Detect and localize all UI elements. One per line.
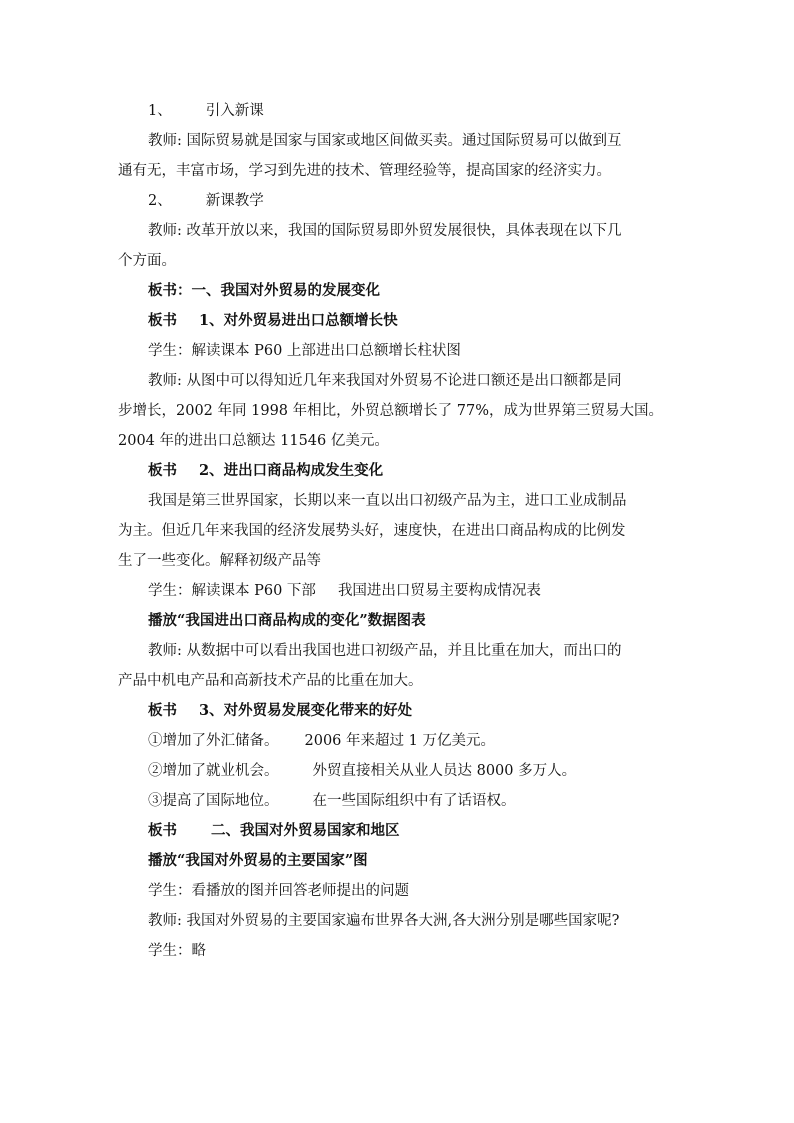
section-number: 1、 (148, 103, 172, 119)
board-label: 板书 (148, 312, 177, 329)
line-part: 学生：解读课本 P60 下部 (148, 583, 316, 599)
board-text: 3、对外贸易发展变化带来的好处 (199, 702, 413, 719)
document-page (118, 96, 678, 966)
benefit-detail: 外贸直接相关从业人员达 8000 多万人。 (312, 763, 577, 779)
benefit-item (118, 726, 678, 756)
line-part: 我国进出口贸易主要构成情况表 (337, 583, 541, 599)
benefit-title: ②增加了就业机会。 (148, 763, 279, 779)
board-heading (118, 696, 678, 726)
paragraph-line: 我国是第三世界国家，长期以来一直以出口初级产品为主，进口工业成制品 (148, 493, 627, 509)
paragraph-line: 学生：看播放的图并回答老师提出的问题 (148, 883, 409, 899)
board-heading: 板书：一、我国对外贸易的发展变化 (148, 282, 380, 299)
benefit-item (118, 756, 678, 786)
paragraph-line: 产品中机电产品和高新技术产品的比重在加大。 (118, 673, 423, 689)
paragraph-line: 教师: 改革开放以来，我国的国际贸易即外贸发展很快，具体表现在以下几 (148, 223, 622, 239)
board-heading (118, 816, 678, 846)
benefit-title: ③提高了国际地位。 (148, 793, 279, 809)
paragraph-line: 为主。但近几年来我国的经济发展势头好，速度快，在进出口商品构成的比例发 (118, 523, 626, 539)
benefit-detail: 在一些国际组织中有了话语权。 (312, 793, 516, 809)
board-heading: 播放“我国对外贸易的主要国家”图 (148, 852, 368, 869)
board-heading (118, 456, 678, 486)
section-title: 引入新课 (205, 103, 264, 119)
benefit-detail: 2006 年来超过 1 万亿美元。 (304, 733, 495, 749)
board-heading (118, 306, 678, 336)
paragraph-line: 生了一些变化。解释初级产品等 (118, 553, 321, 569)
paragraph-line: 学生：解读课本 P60 上部进出口总额增长柱状图 (148, 343, 461, 359)
section-title: 新课教学 (205, 193, 264, 209)
board-label: 板书 (148, 462, 177, 479)
board-label: 板书 (148, 822, 177, 839)
paragraph-line: 教师: 从数据中可以看出我国也进口初级产品，并且比重在加大，而出口的 (148, 643, 622, 659)
paragraph-line: 通有无，丰富市场，学习到先进的技术、管理经验等，提高国家的经济实力。 (118, 163, 611, 179)
section-number: 2、 (148, 193, 172, 209)
section-heading (118, 96, 678, 126)
board-heading: 播放“我国进出口商品构成的变化”数据图表 (148, 612, 426, 629)
board-text: 二、我国对外贸易国家和地区 (211, 822, 400, 839)
board-text: 2、进出口商品构成发生变化 (199, 462, 384, 479)
paragraph-line: 教师: 国际贸易就是国家与国家或地区间做买卖。通过国际贸易可以做到互 (148, 133, 622, 149)
paragraph-line: 个方面。 (118, 253, 176, 269)
paragraph-line: 教师: 我国对外贸易的主要国家遍布世界各大洲,各大洲分别是哪些国家呢? (148, 913, 620, 929)
benefit-item (118, 786, 678, 816)
paragraph-line (118, 576, 678, 606)
benefit-title: ①增加了外汇储备。 (148, 733, 279, 749)
board-label: 板书 (148, 702, 177, 719)
section-heading (118, 186, 678, 216)
paragraph-line: 2004 年的进出口总额达 11546 亿美元。 (118, 433, 389, 449)
paragraph-line: 学生：略 (148, 943, 206, 959)
paragraph-line: 教师: 从图中可以得知近几年来我国对外贸易不论进口额还是出口额都是同 (148, 373, 622, 389)
board-text: 1、对外贸易进出口总额增长快 (199, 312, 398, 329)
paragraph-line: 步增长，2002 年同 1998 年相比，外贸总额增长了 77%，成为世界第三贸易大国。 (118, 403, 663, 419)
